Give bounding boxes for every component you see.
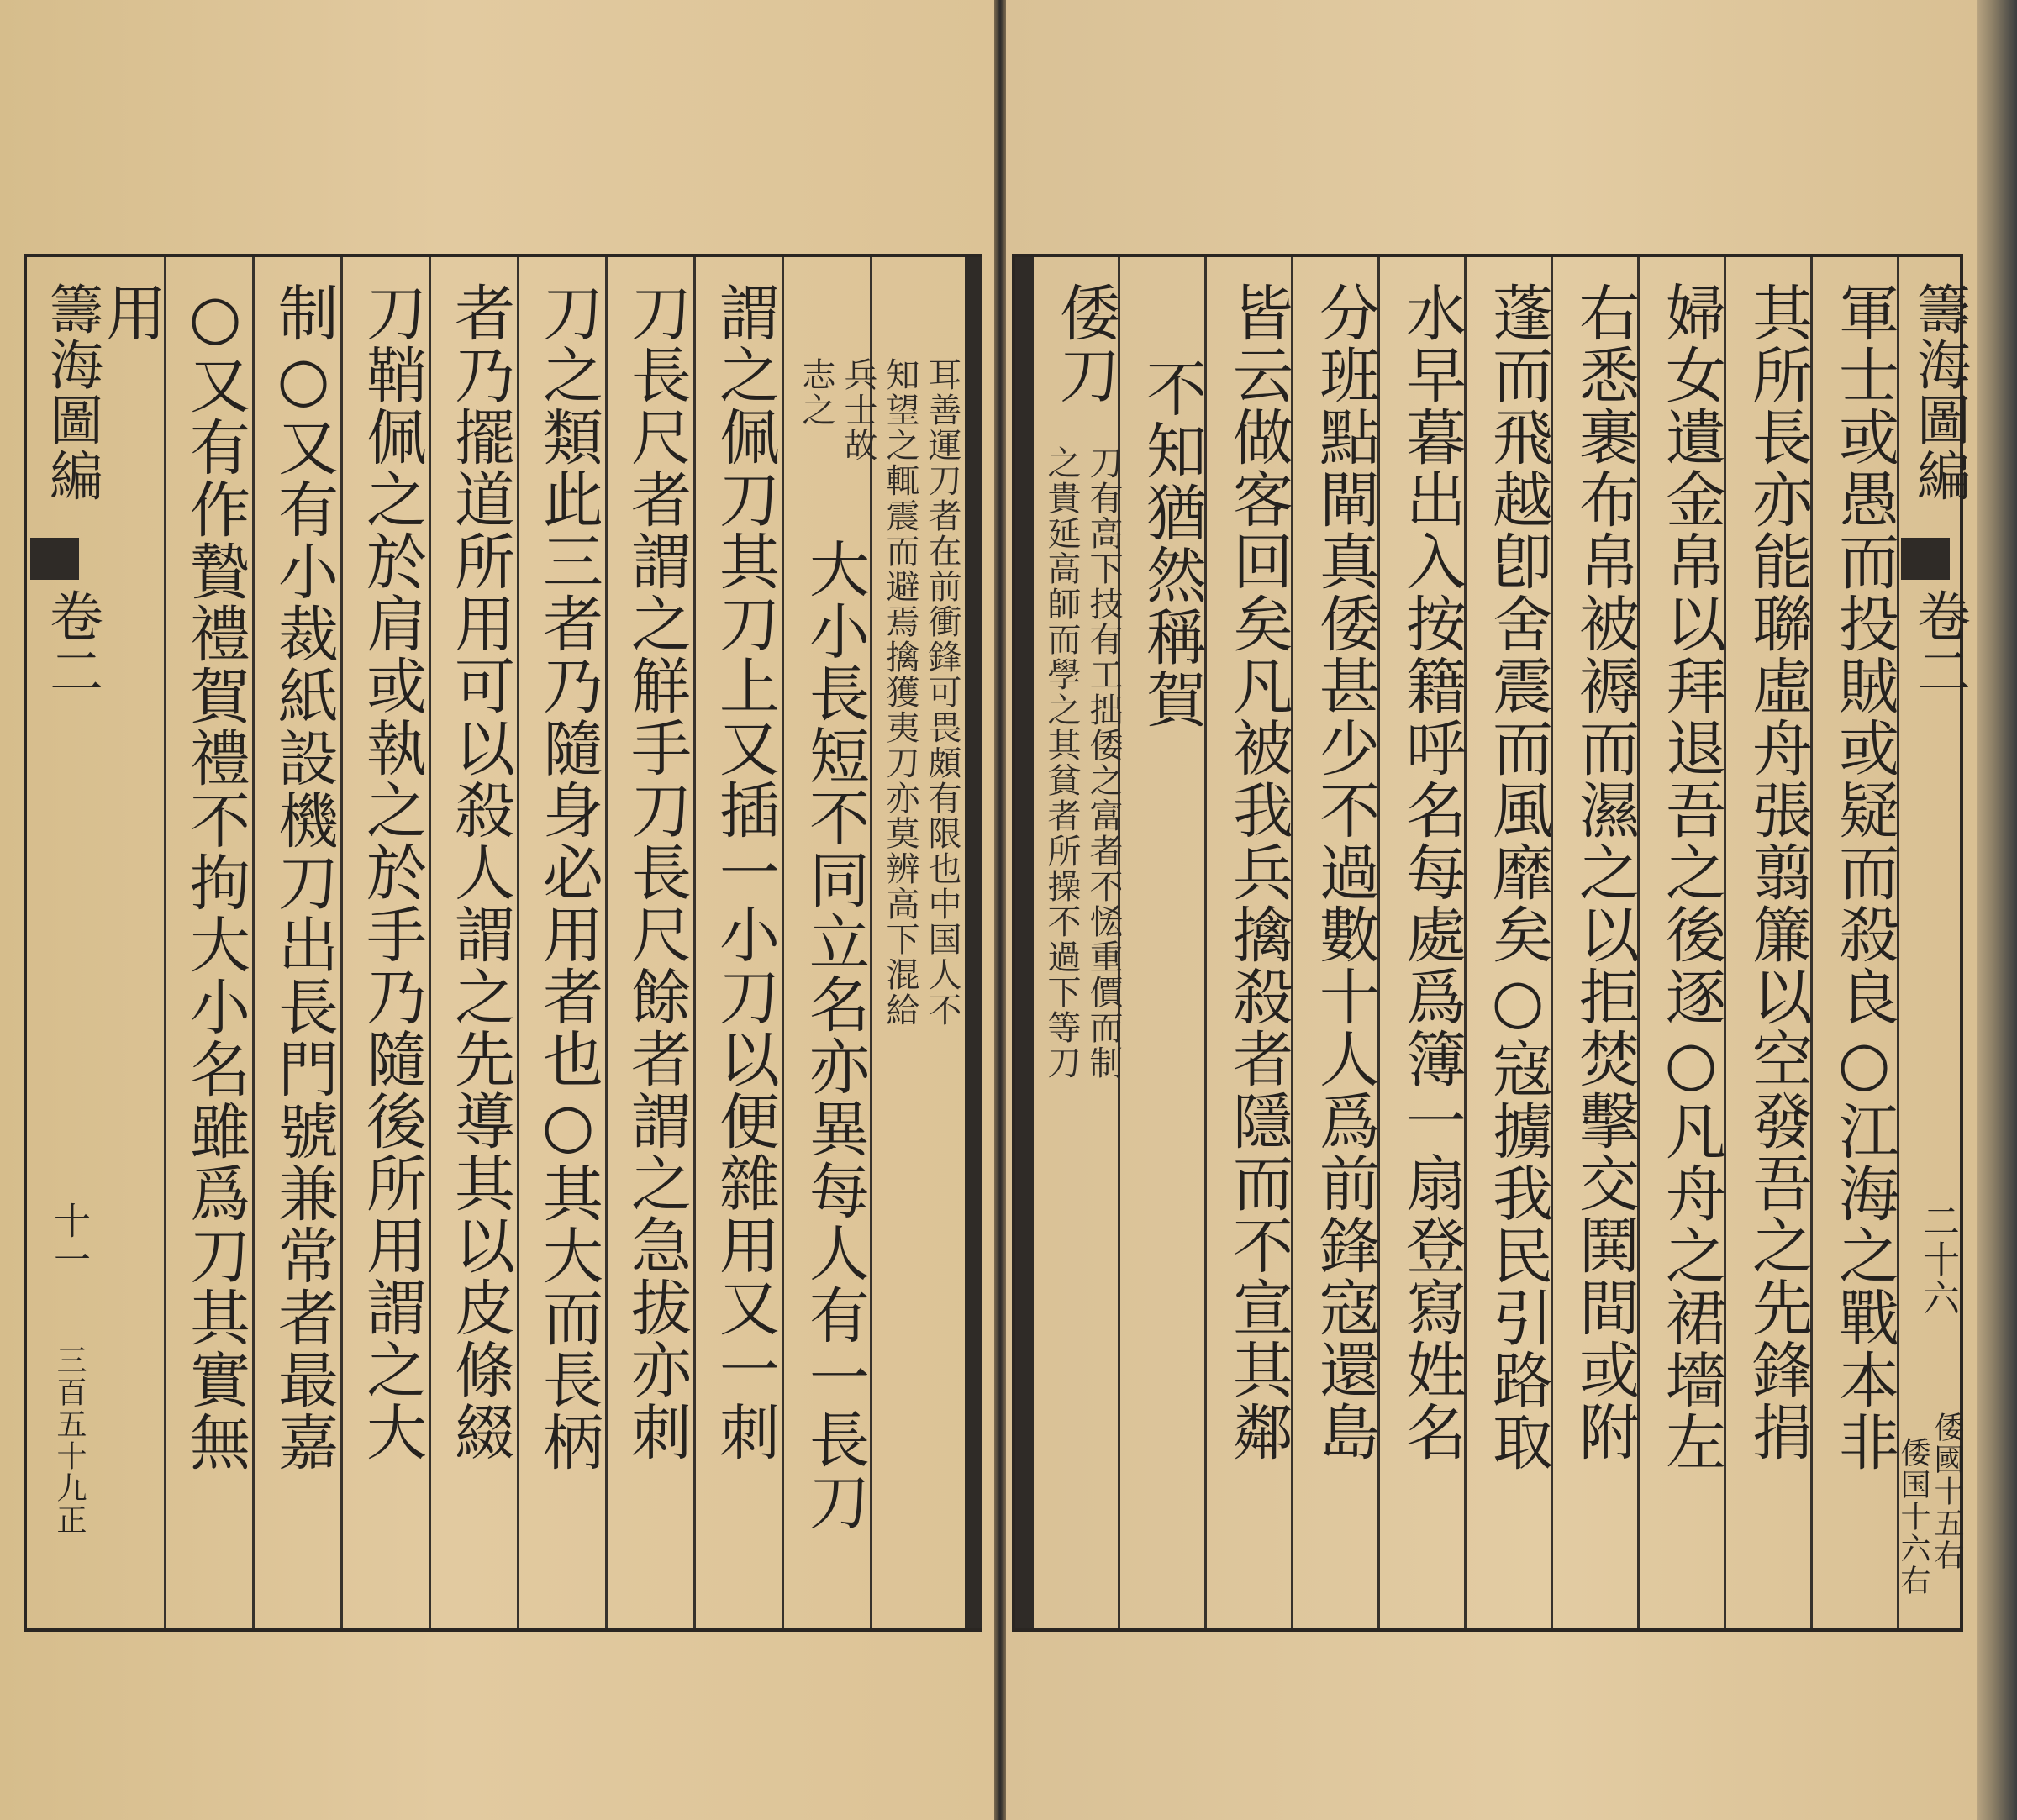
right-side-note: 倭國十五右 (1930, 1412, 1964, 1571)
annotation-line: 刀有高下技有工拙倭之富者不恡重價而制 (1084, 445, 1123, 1081)
book-gutter (994, 0, 1006, 1820)
text-column: 謂之佩刀其刀上又插一小刀以便雜用又一刺 (709, 281, 780, 1463)
right-page-edge-band (1015, 257, 1034, 1628)
text-column: 分班點閘真倭甚少不過數十人爲前鋒寇還島 (1309, 281, 1380, 1463)
column-rule (164, 257, 166, 1628)
text-column: 制○又有小裁紙設機刀出長門號兼常者最嘉 (268, 281, 339, 1473)
book-edge (1977, 0, 2017, 1820)
text-column: 婦女遺金帛以拜退吾之後逐○凡舟之裙墻左 (1656, 281, 1726, 1473)
annotation-line: 志之 (797, 357, 835, 428)
annotation-line: 知望之輒震而避焉擒獲夷刀亦莫辨高下混給 (881, 357, 919, 1028)
left-page-edge-band (965, 257, 982, 1628)
right-center-title: 籌海圖編 (1908, 281, 1970, 503)
text-column: 用 (96, 281, 166, 344)
text-column: 刀長尺者謂之觧手刀長尺餘者謂之急拔亦刺 (621, 281, 692, 1463)
left-chapter-label: 卷二 (40, 588, 103, 699)
text-column: 刀鞘佩之於肩或執之於手乃隨後所用謂之大 (356, 281, 427, 1463)
right-side-note: 倭国十六右 (1896, 1437, 1930, 1596)
right-fishtail-block (1901, 538, 1950, 580)
text-column: 蓬而飛越卽舍震而風靡矣○寇擄我民引路取 (1482, 281, 1553, 1473)
right-folio-number: 二十六 (1916, 1202, 1959, 1318)
text-column: 軍士或愚而投賊或疑而殺良○江海之戰本非 (1829, 281, 1899, 1473)
text-column: ○又有作贄禮賀禮不拘大小名雖爲刀其實無 (180, 281, 250, 1473)
text-column: 水早暮出入按籍呼名每處爲簿一扇登寫姓名 (1396, 281, 1467, 1463)
text-column: 其所長亦能聯虛舟張翦簾以空發吾之先鋒捐 (1742, 281, 1813, 1463)
text-column: 者乃擺道所用可以殺人謂之先導其以皮條綴 (445, 281, 515, 1463)
text-column: 皆云做客回矣凡被我兵擒殺者隱而不宣其鄰 (1223, 281, 1293, 1463)
annotation-line: 耳善運刀者在前衝鋒可畏頗有限也中国人不 (923, 357, 961, 1028)
annotation-line: 兵士故 (839, 357, 877, 463)
annotation-line: 之貴延高師而學之其貧者所操不過下等刀 (1042, 445, 1081, 1081)
text-column: 不知猶然稱賀 (1136, 357, 1207, 730)
text-column: 右悉裹布帛被褥而濕之以拒焚擊交鬨間或附 (1569, 281, 1640, 1463)
text-column: 刀之類此三者乃隨身必用者也○其大而長柄 (533, 281, 603, 1473)
text-column: 大小長短不同立名亦異每人有一長刀 (799, 538, 870, 1533)
right-chapter-label: 卷二 (1908, 588, 1970, 699)
left-fold-number: 三百五十九正 (52, 1344, 87, 1536)
right-annotation-column (1042, 445, 1123, 1081)
left-center-title: 籌海圖編 (40, 281, 103, 503)
left-folio-number: 十一 (47, 1202, 90, 1279)
left-fishtail-block (30, 538, 79, 580)
text-column-heading: 倭刀 (1050, 281, 1120, 406)
